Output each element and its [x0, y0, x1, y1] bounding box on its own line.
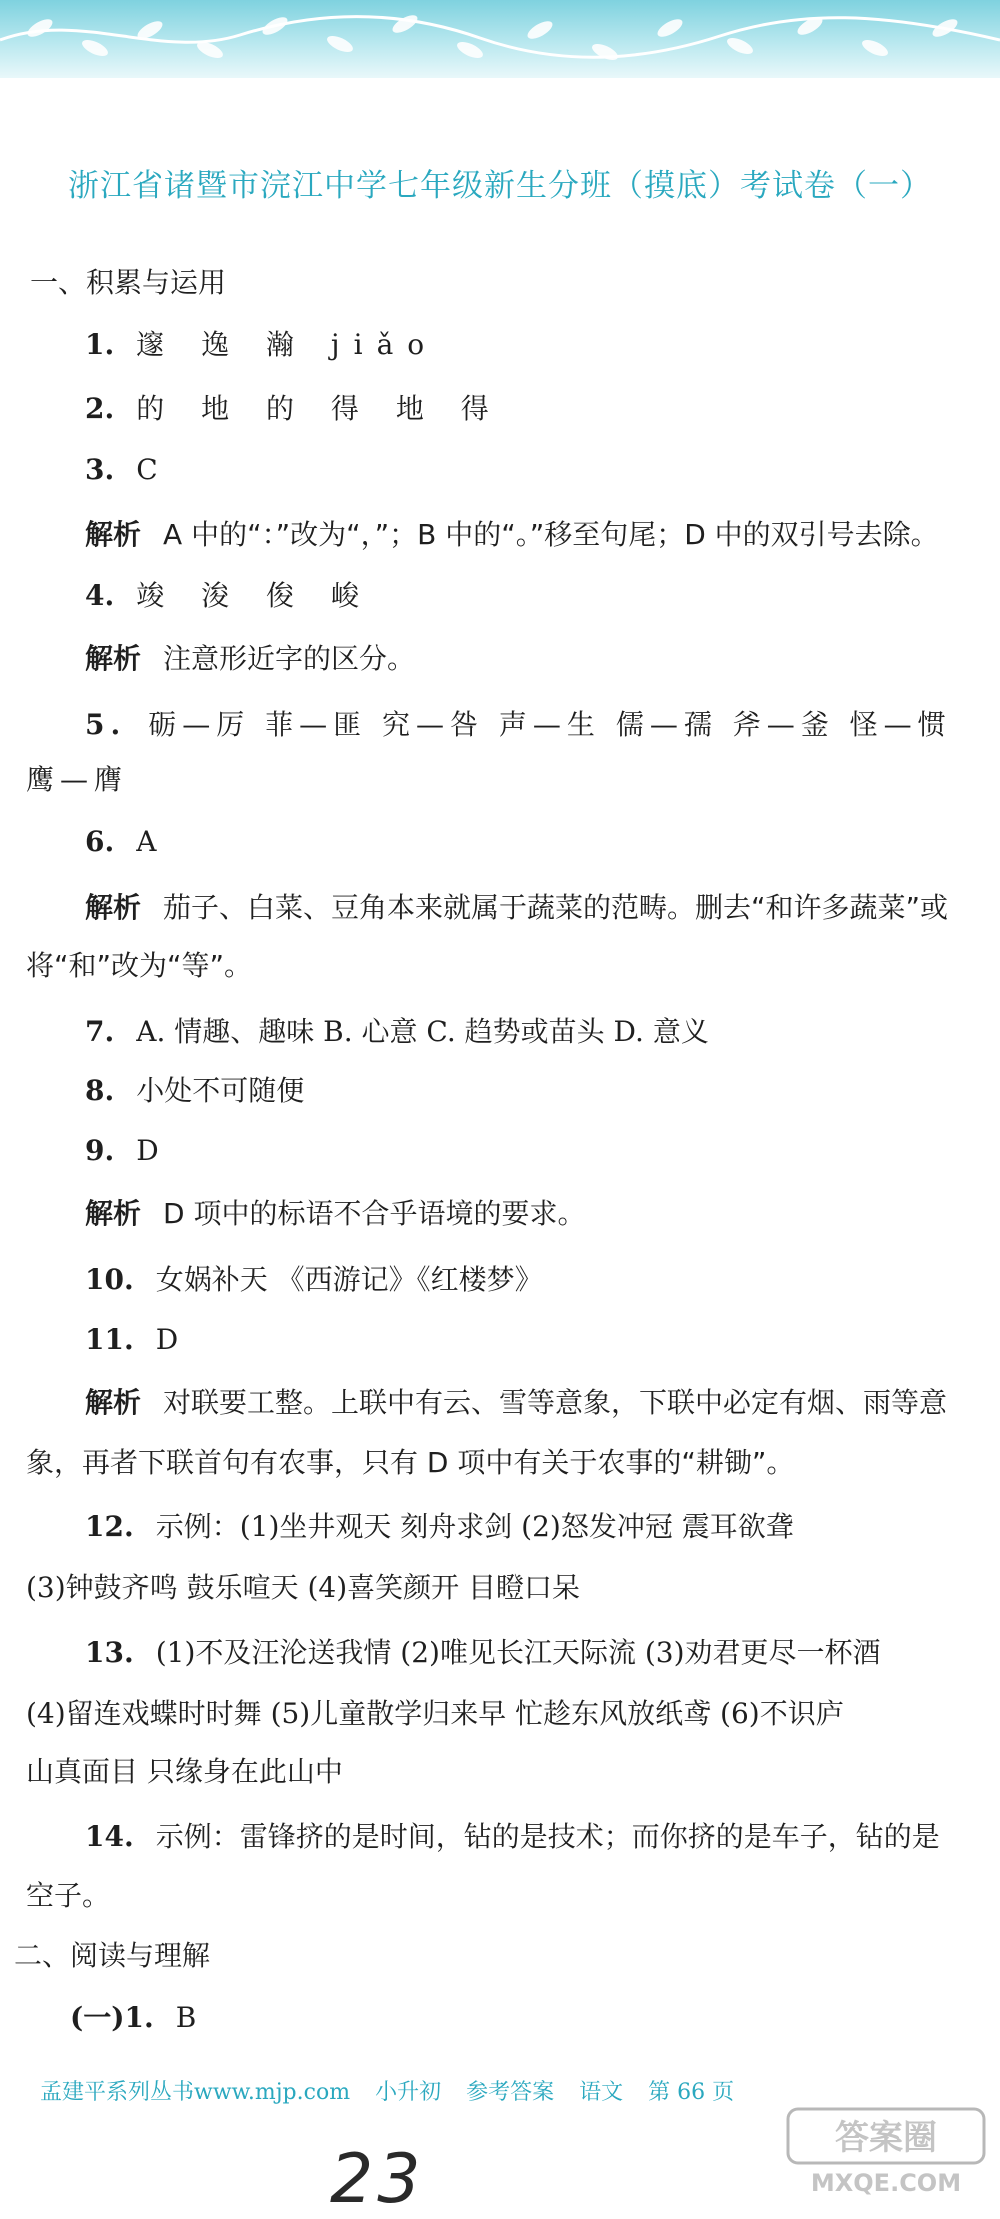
- answer-6: [85, 822, 156, 862]
- answer-12-continued: (3)钟鼓齐鸣 鼓乐喧天 (4)喜笑颜开 目瞪口呆: [26, 1571, 581, 1604]
- answer-14-continued: 空子。: [26, 1879, 111, 1912]
- explanation-3: [85, 515, 939, 555]
- footer-page: 第 66 页: [648, 2080, 735, 2105]
- answer-text: 小处不可随便: [136, 1074, 305, 1107]
- answer-number: 1.: [85, 328, 115, 361]
- answer-number: 7.: [85, 1015, 115, 1048]
- watermark-url: MXQE.COM: [810, 2169, 962, 2197]
- answer-14: [85, 1817, 940, 1857]
- explanation-label: 解析: [85, 1386, 142, 1419]
- handwritten-page-number: 23: [330, 2140, 425, 2219]
- answer-text: B: [175, 2001, 197, 2034]
- answer-number: 2.: [85, 392, 115, 425]
- answer-3: [85, 450, 158, 490]
- explanation-11-continued: 象，再者下联首句有农事，只有 D 项中有关于农事的“耕锄”。: [26, 1446, 795, 1479]
- page-footer: [40, 2075, 752, 2106]
- footer-subject: 语文: [579, 2080, 624, 2105]
- answer-13: [85, 1633, 881, 1673]
- answer-number: 6.: [85, 825, 115, 858]
- explanation-11: [85, 1383, 947, 1423]
- footer-type: 参考答案: [466, 2080, 555, 2105]
- answer-text: 竣 浚 俊 峻: [136, 579, 373, 612]
- answer-number: 8.: [85, 1074, 115, 1107]
- reading-answer-1: [70, 1998, 196, 2038]
- explanation-6-continued: 将“和”改为“等”。: [26, 949, 253, 982]
- watermark-logo: [786, 2105, 986, 2197]
- answer-number: 3.: [85, 453, 115, 486]
- explanation-text: 对联要工整。上联中有云、雪等意象，下联中必定有烟、雨等意: [163, 1386, 948, 1419]
- answer-number: 10.: [85, 1263, 134, 1296]
- answer-text: A. 情趣、趣味 B. 心意 C. 趋势或苗头 D. 意义: [136, 1015, 709, 1048]
- answer-8: [85, 1071, 304, 1111]
- answer-number: (一)1.: [70, 2001, 154, 2034]
- explanation-text: 注意形近字的区分。: [163, 642, 416, 675]
- answer-number: 14.: [85, 1820, 134, 1853]
- answer-2: [85, 389, 503, 429]
- answer-number: 11.: [85, 1323, 134, 1356]
- answer-5: [85, 705, 952, 745]
- answer-13-continued-1: (4)留连戏蝶时时舞 (5)儿童散学归来早 忙趁东风放纸鸢 (6)不识庐: [26, 1697, 844, 1730]
- explanation-label: 解析: [85, 518, 142, 551]
- answer-number: 12.: [85, 1510, 134, 1543]
- watermark-icon: [786, 2105, 986, 2197]
- section-heading-2: 二、阅读与理解: [14, 1939, 211, 1972]
- answer-7: [85, 1012, 709, 1052]
- answer-text: D: [136, 1134, 159, 1167]
- page-title: 浙江省诸暨市浣江中学七年级新生分班（摸底）考试卷（一）: [68, 168, 932, 204]
- answer-9: [85, 1131, 159, 1171]
- explanation-4: [85, 639, 415, 679]
- answer-text: 示例：(1)坐井观天 刻舟求剑 (2)怒发冲冠 震耳欲聋: [155, 1510, 794, 1543]
- footer-series: 孟建平系列丛书www.mjp.com: [40, 2080, 351, 2105]
- explanation-text: 茄子、白菜、豆角本来就属于蔬菜的范畴。删去“和许多蔬菜”或: [163, 891, 949, 924]
- explanation-text: A 中的“：”改为“，”；B 中的“。”移至句尾；D 中的双引号去除。: [163, 518, 939, 551]
- answer-number: 13.: [85, 1636, 134, 1669]
- answer-number: 4.: [85, 579, 115, 612]
- answer-text: 邃 逸 瀚 jiǎo: [136, 328, 439, 361]
- answer-text: 示例：雷锋挤的是时间，钻的是技术；而你挤的是车子，钻的是: [155, 1820, 940, 1853]
- answer-11: [85, 1320, 178, 1360]
- watermark-text: 答案圈: [835, 2118, 937, 2158]
- section-heading-1: 一、积累与运用: [30, 266, 227, 299]
- explanation-label: 解析: [85, 891, 142, 924]
- answer-13-continued-2: 山真面目 只缘身在此山中: [26, 1755, 343, 1788]
- decorative-vine-banner: [0, 0, 1000, 78]
- answer-text: A: [136, 825, 157, 858]
- answer-5-continued: 鹰—膺: [26, 763, 129, 796]
- explanation-9: [85, 1194, 585, 1234]
- answer-number: 9.: [85, 1134, 115, 1167]
- answer-text: 女娲补天 《西游记》《红楼梦》: [155, 1263, 543, 1296]
- answer-text: C: [136, 453, 158, 486]
- answer-text: 砺—厉 菲—匪 究—咎 声—生 儒—孺 斧—釜 怪—惯: [148, 708, 952, 741]
- explanation-text: D 项中的标语不合乎语境的要求。: [163, 1197, 586, 1230]
- explanation-label: 解析: [85, 1197, 142, 1230]
- answer-text: (1)不及汪沦送我情 (2)唯见长江天际流 (3)劝君更尽一杯酒: [155, 1636, 881, 1669]
- answer-12: [85, 1507, 794, 1547]
- answer-text: D: [155, 1323, 179, 1356]
- explanation-label: 解析: [85, 642, 142, 675]
- answer-number: 5.: [85, 708, 127, 741]
- answer-10: [85, 1260, 543, 1300]
- answer-1: [85, 325, 438, 365]
- explanation-6: [85, 888, 948, 928]
- answer-4: [85, 576, 373, 616]
- answer-text: 的 地 的 得 地 得: [136, 392, 503, 425]
- footer-grade: 小升初: [375, 2080, 442, 2105]
- vine-decoration-icon: [0, 0, 1000, 78]
